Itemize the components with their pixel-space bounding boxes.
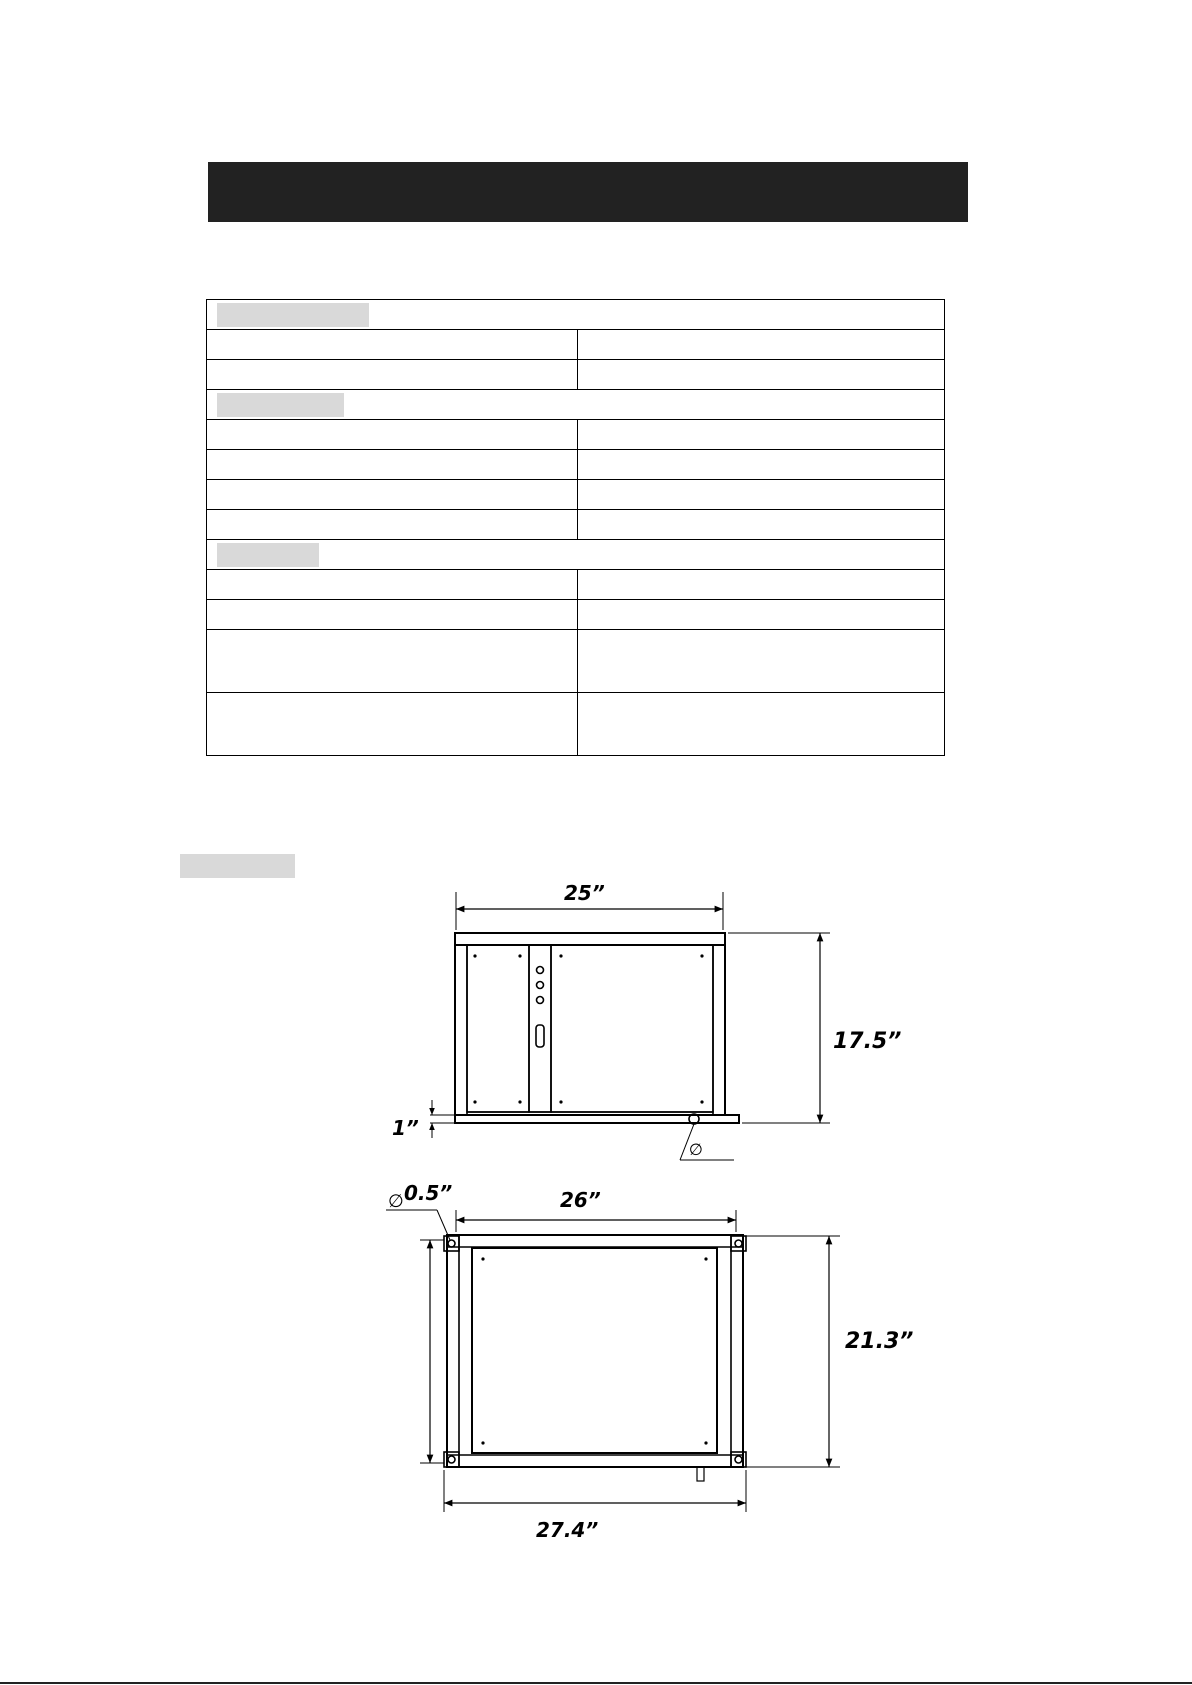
front-diameter-symbol: ∅ [689,1140,703,1159]
switch [536,1025,544,1047]
indicator-light [537,982,544,989]
front-width-label: 25” [564,881,605,905]
top-inner-width-label: 26” [560,1188,601,1212]
hole-diameter-label: 0.5” [404,1181,453,1205]
indicator-light [537,997,544,1004]
top-diameter-symbol: ∅ [388,1191,404,1212]
top-overall-width-label: 27.4” [536,1518,599,1542]
front-base-label: 1” [392,1116,419,1140]
front-view-drawing [430,892,830,1160]
mounting-feet [444,1236,746,1467]
indicator-light [537,967,544,974]
front-height-label: 17.5” [833,1029,902,1054]
top-view-drawing [386,1210,840,1512]
top-depth-label: 21.3” [845,1329,914,1354]
page-bottom-rule [0,1682,1192,1684]
